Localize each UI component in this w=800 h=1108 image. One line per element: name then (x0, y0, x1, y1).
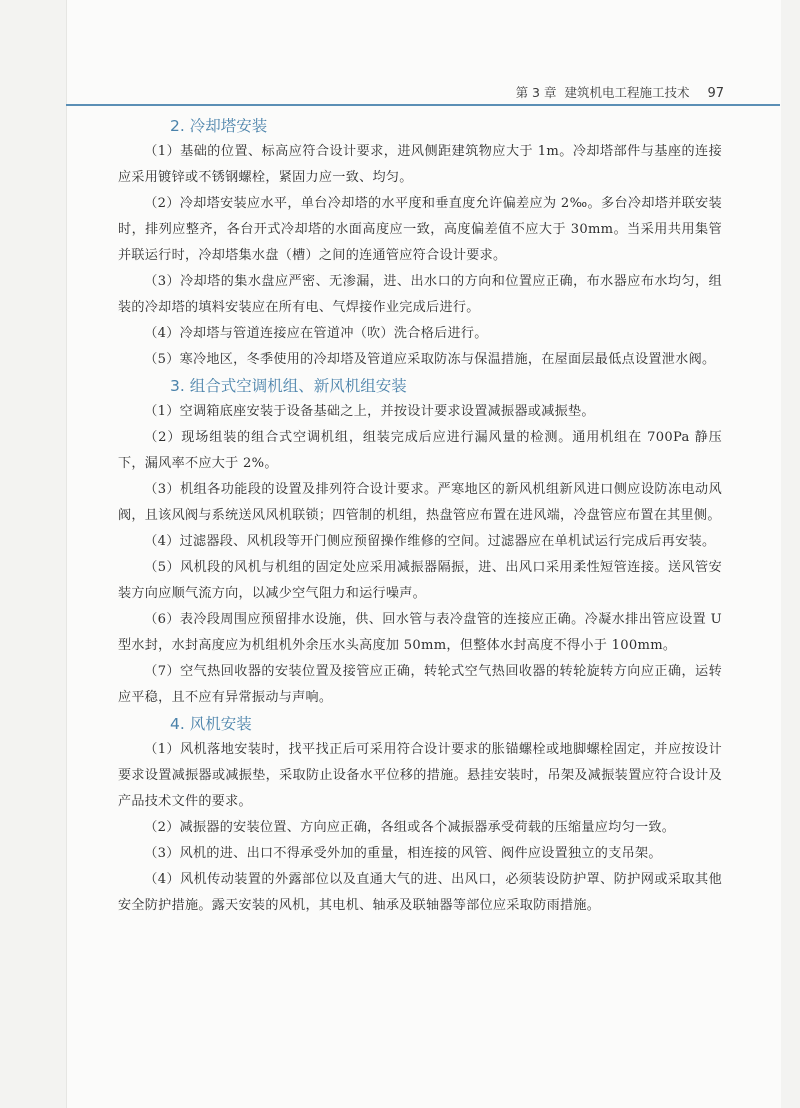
paragraph: （4）过滤器段、风机段等开门侧应预留操作维修的空间。过滤器应在单机试运行完成后再安装。 (144, 534, 716, 549)
running-header (66, 0, 780, 106)
section-heading-cooling-tower: 2. 冷却塔安装 (170, 117, 268, 135)
paragraph: （7）空气热回收器的安装位置及接管应正确，转轮式空气热回收器的转轮旋转方向应正确，运转应平稳，且不应有异常振动与声响。 (118, 664, 722, 705)
paragraph: （1）风机落地安装时，找平找正后可采用符合设计要求的胀锚螺栓或地脚螺栓固定，并应按设计要求设置减振器或减振垫，采取防止设备水平位移的措施。悬挂安装时，吊架及减振装置应符合设计及产品技术文件的要求。 (118, 742, 722, 809)
paragraph: （3）风机的进、出口不得承受外加的重量，相连接的风管、阀件应设置独立的支吊架。 (144, 846, 662, 861)
chapter-label: 第 3 章 (515, 85, 557, 100)
paragraph: （1）基础的位置、标高应符合设计要求，进风侧距建筑物应大于 1m。冷却塔部件与基座的连接应采用镀锌或不锈钢螺栓，紧固力应一致、均匀。 (118, 144, 722, 185)
section-heading-air-handling-unit: 3. 组合式空调机组、新风机组安装 (170, 377, 407, 395)
paragraph: （5）风机段的风机与机组的固定处应采用减振器隔振，进、出风口采用柔性短管连接。送风管安装方向应顺气流方向，以减少空气阻力和运行噪声。 (118, 560, 722, 601)
paragraph: （5）寒冷地区，冬季使用的冷却塔及管道应采取防冻与保温措施，在屋面层最低点设置泄水阀。 (144, 352, 716, 367)
paragraph: （6）表冷段周围应预留排水设施，供、回水管与表冷盘管的连接应正确。冷凝水排出管应设置 U 型水封，水封高度应为机组机外余压水头高度加 50mm，但整体水封高度不得小于 100mm。 (118, 612, 722, 653)
paragraph: （3）冷却塔的集水盘应严密、无渗漏，进、出水口的方向和位置应正确，布水器应布水均匀，组装的冷却塔的填料安装应在所有电、气焊接作业完成后进行。 (118, 274, 722, 315)
running-header-text (516, 83, 724, 101)
paragraph: （3）机组各功能段的设置及排列符合设计要求。严寒地区的新风机组新风进口侧应设防冻电动风阀，且该风阀与系统送风风机联锁；四管制的机组，热盘管应布置在进风端，冷盘管应布置在其里侧。 (118, 482, 722, 523)
paragraph: （4）冷却塔与管道连接应在管道冲（吹）洗合格后进行。 (144, 326, 488, 341)
body-text (118, 113, 722, 919)
page-number: 97 (707, 86, 724, 101)
paragraph: （4）风机传动装置的外露部位以及直通大气的进、出风口，必须装设防护罩、防护网或采取其他安全防护措施。露天安装的风机，其电机、轴承及联轴器等部位应采取防雨措施。 (118, 872, 722, 913)
book-title: 建筑机电工程施工技术 (564, 85, 690, 100)
paragraph: （2）减振器的安装位置、方向应正确，各组或各个减振器承受荷载的压缩量应均匀一致。 (144, 820, 676, 835)
section-heading-fan-installation: 4. 风机安装 (170, 715, 252, 733)
paragraph: （2）现场组装的组合式空调机组，组装完成后应进行漏风量的检测。通用机组在 700Pa 静压下，漏风率不应大于 2%。 (118, 430, 722, 471)
paragraph: （1）空调箱底座安装于设备基础之上，并按设计要求设置减振器或减振垫。 (144, 404, 595, 419)
paragraph: （2）冷却塔安装应水平，单台冷却塔的水平度和垂直度允许偏差应为 2‰。多台冷却塔并联安装时，排列应整齐，各台开式冷却塔的水面高度应一致，高度偏差值不应大于 30mm。当采用共用集管并联运行时，冷却塔集水盘（槽）之间的连通管应符合设计要求。 (118, 196, 722, 263)
